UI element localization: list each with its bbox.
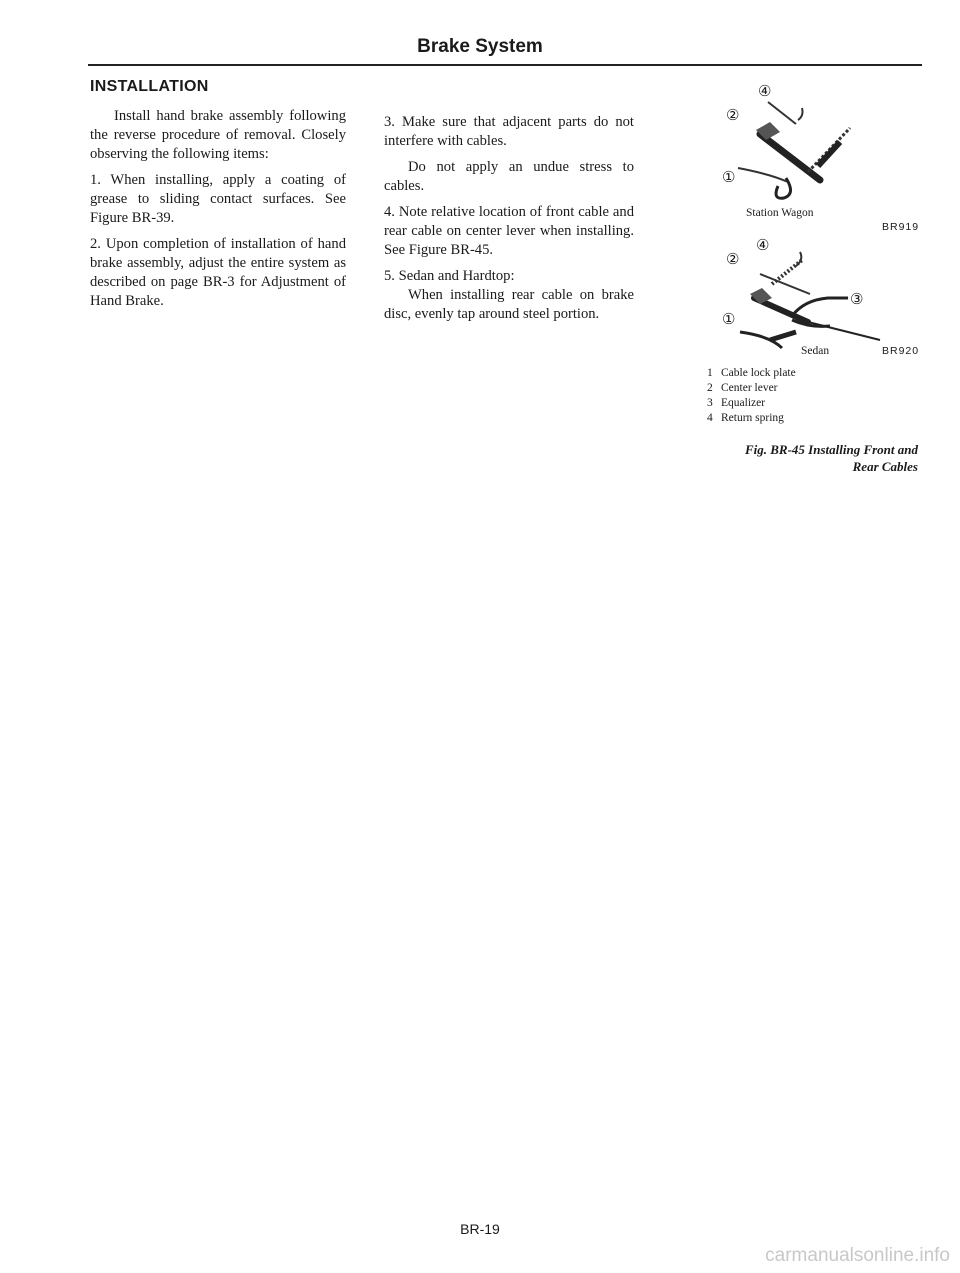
legend-item xyxy=(707,381,796,396)
step-2: 2. Upon completion of installation of hand brake assembly, adjust the entire system as described on page BR-3 for Adjustment of Hand Brake. xyxy=(90,236,346,309)
sedan-label: Sedan xyxy=(801,345,830,357)
step-3-note: Do not apply an undue stress to cables. xyxy=(384,159,634,194)
step-5-note: When installing rear cable on brake disc, evenly tap around steel portion. xyxy=(384,287,634,322)
callout-1-wagon: ① xyxy=(722,170,736,186)
watermark: carmanualsonline.info xyxy=(765,1245,950,1266)
caption-line-2: Rear Cables xyxy=(852,459,918,474)
station-wagon-code: BR919 xyxy=(882,221,920,233)
intro-paragraph: Install hand brake assembly following the reverse procedure of removal. Closely observing the following items: xyxy=(90,108,346,162)
caption-line-1: Fig. BR-45 Installing Front and xyxy=(744,442,918,457)
legend-item xyxy=(707,396,796,411)
legend-number: 4 xyxy=(707,412,713,424)
callout-4-wagon: ④ xyxy=(758,84,772,100)
legend-number: 2 xyxy=(707,382,713,394)
step-1: 1. When installing, apply a coating of grease to sliding contact surfaces. See Figure BR-39. xyxy=(90,172,346,226)
page-number: BR-19 xyxy=(460,1221,500,1237)
callout-3-sedan: ③ xyxy=(850,292,864,308)
step-5: 5. Sedan and Hardtop: xyxy=(384,268,515,284)
sedan-code: BR920 xyxy=(882,345,920,357)
legend-item xyxy=(707,366,796,381)
callout-2-sedan: ② xyxy=(726,252,740,268)
left-column xyxy=(90,107,346,318)
legend-number: 3 xyxy=(707,397,713,409)
legend-text: Return spring xyxy=(721,412,784,424)
section-heading: INSTALLATION xyxy=(90,78,209,95)
header-rule xyxy=(88,64,922,66)
legend-text: Center lever xyxy=(721,382,778,394)
station-wagon-label: Station Wagon xyxy=(746,207,814,219)
sedan-illustration xyxy=(700,236,890,356)
legend-text: Equalizer xyxy=(721,397,766,409)
legend-item xyxy=(707,411,796,426)
station-wagon-drawing xyxy=(700,82,870,212)
callout-2-wagon: ② xyxy=(726,108,740,124)
callout-1-sedan: ① xyxy=(722,312,736,328)
step-4: 4. Note relative location of front cable and rear cable on center lever when installing. See Figure BR-45. xyxy=(384,204,634,258)
station-wagon-illustration xyxy=(700,82,870,212)
callout-4-sedan: ④ xyxy=(756,238,770,254)
legend-text: Cable lock plate xyxy=(721,367,796,379)
legend-number: 1 xyxy=(707,367,713,379)
figure-caption xyxy=(678,441,918,475)
middle-column xyxy=(384,113,634,331)
page-header-title: Brake System xyxy=(417,36,543,57)
step-3: 3. Make sure that adjacent parts do not interfere with cables. xyxy=(384,114,634,149)
figure-legend xyxy=(707,366,796,426)
